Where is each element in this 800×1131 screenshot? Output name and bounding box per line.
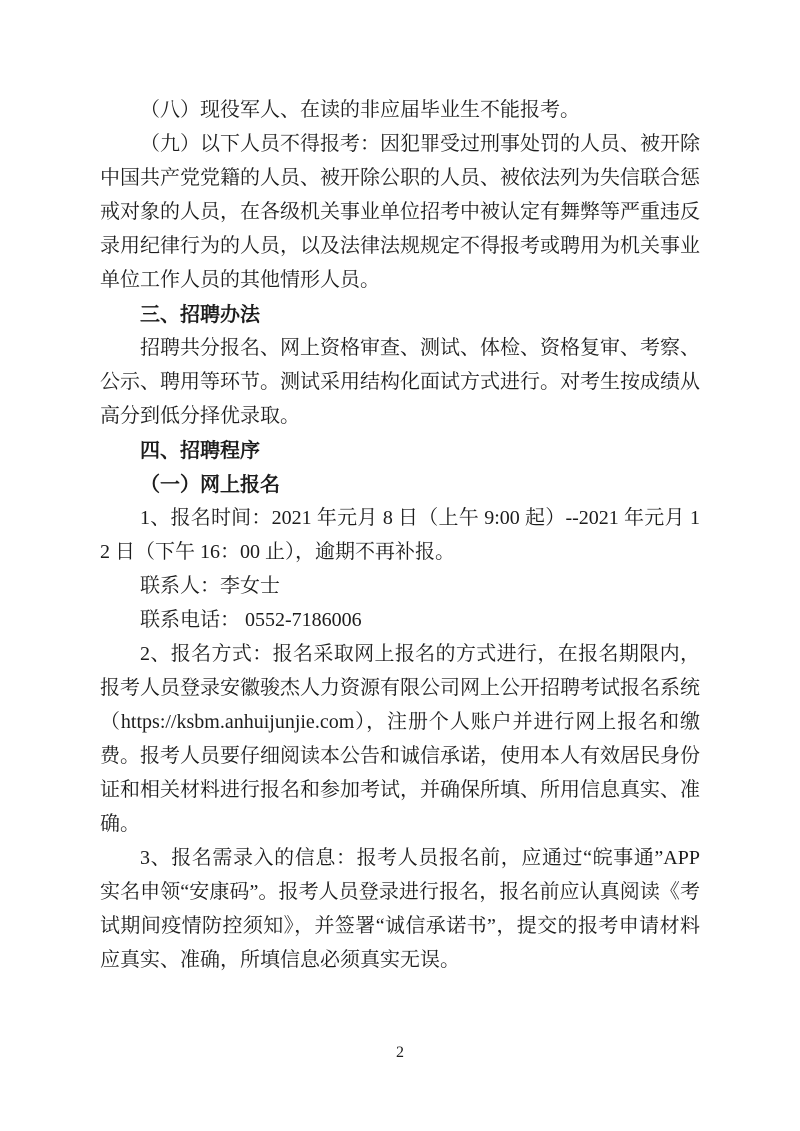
subsection-1-heading: （一）网上报名 bbox=[140, 472, 280, 496]
recruitment-method-paragraph: 招聘共分报名、网上资格审查、测试、体检、资格复审、考察、公示、聘用等环节。测试采用结构化面试方式进行。对考生按成绩从高分到低分择优录取。 bbox=[100, 337, 700, 427]
contact-person-line: 联系人：李女士 bbox=[140, 575, 280, 597]
registration-info-paragraph: 3、报名需录入的信息：报考人员报名前，应通过“皖事通”APP 实名申领“安康码”。报考人员登录进行报名，报名前应认真阅读《考试期间疫情防控须知》，并签署“诚信承诺书”，提交的报考申请材料应真实、准确，所填信息必须真实无误。 bbox=[100, 847, 700, 971]
section-3-heading: 三、招聘办法 bbox=[140, 302, 260, 326]
clause-9-paragraph: （九）以下人员不得报考：因犯罪受过刑事处罚的人员、被开除中国共产党党籍的人员、被开除公职的人员、被依法列为失信联合惩戒对象的人员，在各级机关事业单位招考中被认定有舞弊等严重违反录用纪律行为的人员，以及法律法规规定不得报考或聘用为机关事业单位工作人员的其他情形人员。 bbox=[100, 133, 700, 291]
page-number: 2 bbox=[396, 1044, 404, 1061]
registration-time-paragraph: 1、报名时间：2021 年元月 8 日（上午 9:00 起）--2021 年元月 12 日（下午 16：00 止），逾期不再补报。 bbox=[100, 507, 700, 563]
contact-phone-line: 联系电话： 0552-7186006 bbox=[140, 609, 362, 631]
clause-8-paragraph: （八）现役军人、在读的非应届毕业生不能报考。 bbox=[140, 99, 580, 121]
document-body bbox=[100, 93, 700, 977]
section-4-heading: 四、招聘程序 bbox=[140, 438, 260, 462]
registration-method-paragraph: 2、报名方式：报名采取网上报名的方式进行，在报名期限内，报考人员登录安徽骏杰人力资源有限公司网上公开招聘考试报名系统（https://ksbm.anhuijunjie.com），注册个人账户并进行网上报名和缴费。报考人员要仔细阅读本公告和诚信承诺，使用本人有效居民身份证和相关材料进行报名和参加考试，并确保所填、所用信息真实、准确。 bbox=[100, 643, 700, 835]
